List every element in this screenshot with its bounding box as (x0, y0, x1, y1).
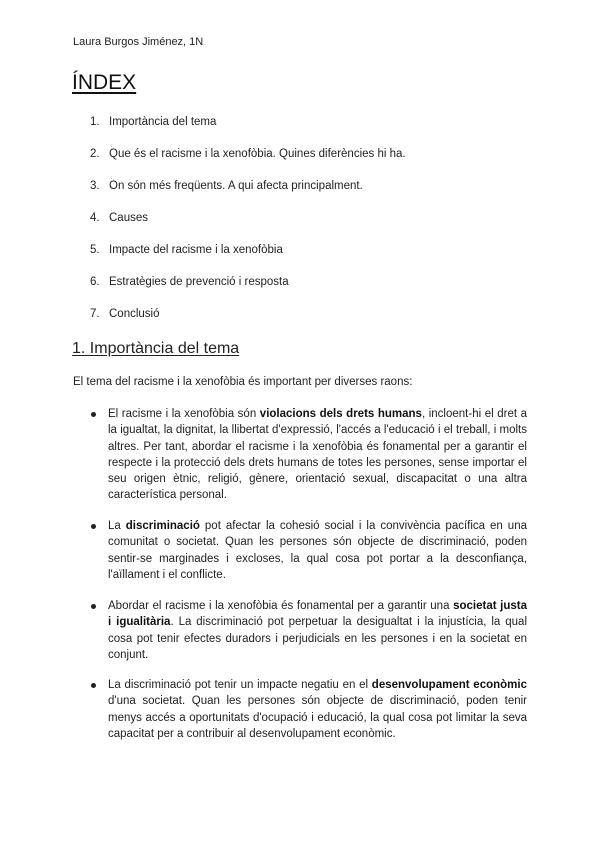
index-title: ÍNDEX (72, 71, 137, 94)
toc-item-number: 2. (90, 148, 100, 160)
bullet-dot-icon (91, 604, 96, 609)
bullet-item (108, 598, 527, 663)
toc-item (90, 116, 510, 128)
toc-item-number: 1. (90, 116, 100, 128)
bullet-dot-icon (91, 683, 96, 688)
bullet-bold-text: desenvolupament econòmic (371, 679, 527, 691)
bullet-dot-icon (91, 524, 96, 529)
toc-item-number: 3. (90, 180, 100, 192)
toc-item (90, 148, 510, 160)
section-intro: El tema del racisme i la xenofòbia és important per diverses raons: (73, 376, 413, 388)
bullet-text: El racisme i la xenofòbia són (108, 408, 260, 420)
bullet-bold-text: violacions dels drets humans (259, 408, 422, 420)
toc-item (90, 244, 510, 256)
bullet-text: La discriminació pot tenir un impacte negatiu en el (108, 679, 372, 691)
toc-item-label: Impacte del racisme i la xenofòbia (109, 244, 283, 256)
bullet-text: , incloent-hi el dret a la igualtat, la dignitat, la llibertat d'expressió, l'accés a l'educació i el treball, i molts altres. Per tant, abordar el racisme i la xenofòbia és fonamental per a garantir el respecte i la protecció dels drets humans de totes les persones, sense importar el seu origen ètnic, religió, gènere, orientació sexual, discapacitat o una altra característica personal. (108, 408, 528, 502)
toc-item (90, 180, 510, 192)
toc-item (90, 212, 510, 224)
bullet-bold-text: societat justa i igualitària (108, 600, 527, 629)
toc-item-number: 7. (90, 308, 100, 320)
bullet-item (108, 677, 527, 742)
toc-item-label: Causes (109, 212, 148, 224)
bullet-bold-text: discriminació (125, 520, 200, 532)
toc-item-number: 6. (90, 276, 100, 288)
section-title: 1. Importància del tema (72, 340, 240, 357)
author-line: Laura Burgos Jiménez, 1N (73, 36, 204, 48)
toc-item-number: 4. (90, 212, 100, 224)
toc-item-label: On són més freqüents. A qui afecta principalment. (109, 180, 363, 192)
toc-item-label: Estratègies de prevenció i resposta (109, 276, 289, 288)
toc-item-label: Que és el racisme i la xenofòbia. Quines diferències hi ha. (109, 148, 406, 160)
toc-item (90, 276, 510, 288)
bullet-text: pot afectar la cohesió social i la convivència pacífica en una comunitat o societat. Quan les persones són objecte de discriminació, poden sentir-se marginades i excloses, la qual cosa pot portar a la desconfiança, l'aïllament i el conflicte. (108, 520, 527, 581)
toc-item (90, 308, 510, 320)
bullet-text: Abordar el racisme i la xenofòbia és fonamental per a garantir una (108, 600, 454, 612)
toc-item-label: Importància del tema (109, 116, 217, 128)
bullet-dot-icon (91, 412, 96, 417)
bullet-text: . La discriminació pot perpetuar la desigualtat i la injustícia, la qual cosa pot tenir efectes duradors i perjudicials en les persones i en la societat en conjunt. (108, 616, 527, 661)
bullet-text: La (108, 520, 126, 532)
bullet-item (108, 518, 527, 583)
bullet-text: d'una societat. Quan les persones són objecte de discriminació, poden tenir menys accés a oportunitats d'ocupació i educació, la qual cosa pot limitar la seva capacitat per a contribuir al desenvolupament econòmic. (108, 695, 527, 740)
toc-item-label: Conclusió (109, 308, 160, 320)
toc-item-number: 5. (90, 244, 100, 256)
bullet-item (108, 406, 527, 504)
